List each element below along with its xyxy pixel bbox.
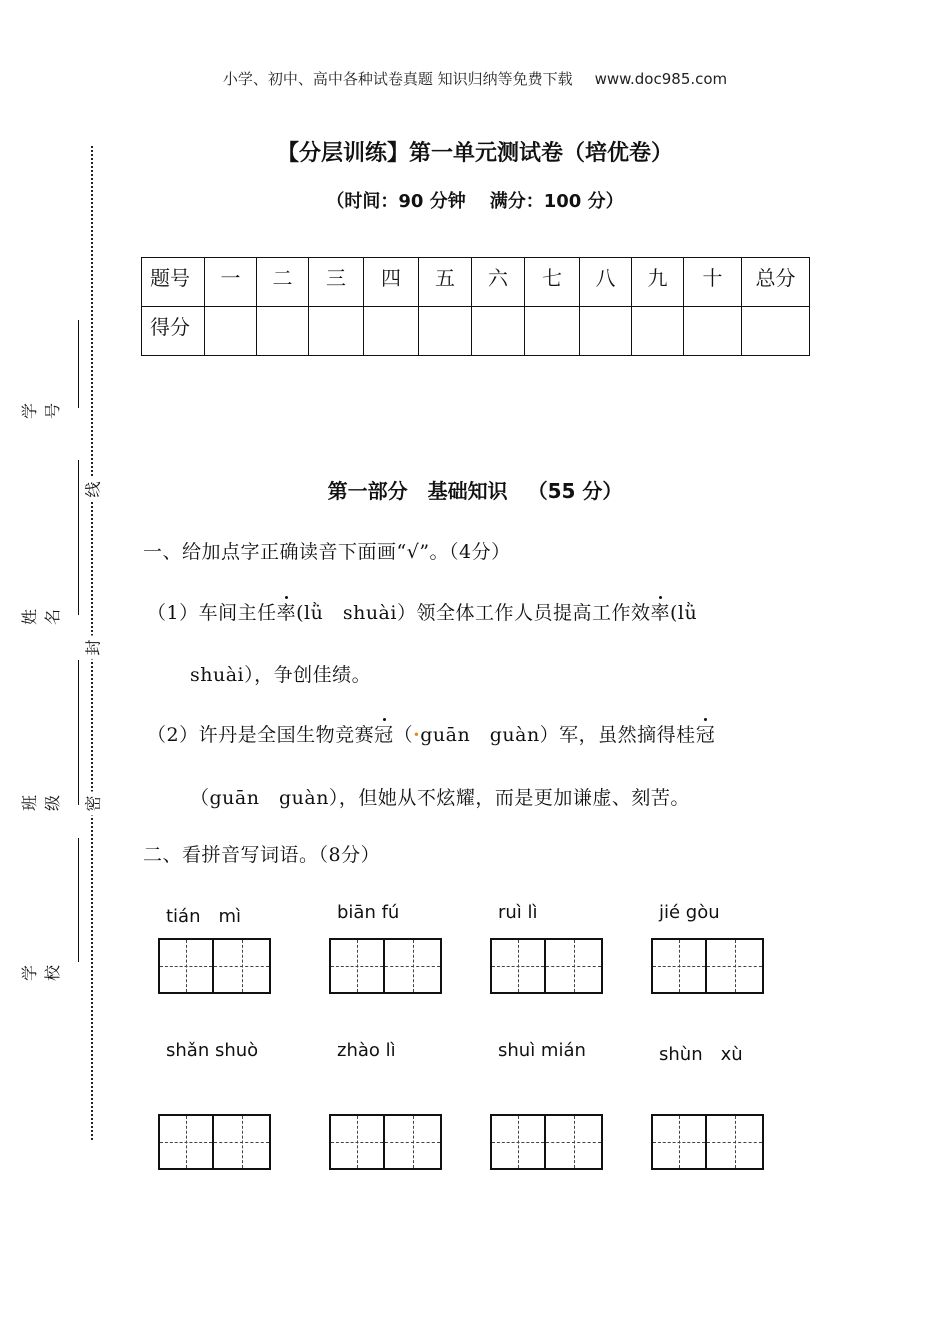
score-col-header: 三	[309, 258, 364, 307]
writing-cell[interactable]	[707, 1114, 764, 1170]
score-cell[interactable]	[419, 307, 472, 356]
exam-time: （时间：90 分钟	[326, 191, 466, 212]
student-number-label: 学号	[20, 403, 62, 420]
writing-cell[interactable]	[385, 938, 442, 994]
pinyin-label: zhào lì	[337, 1040, 396, 1061]
score-col-header: 一	[205, 258, 257, 307]
writing-cell[interactable]	[490, 1114, 546, 1170]
score-col-header: 八	[580, 258, 632, 307]
writing-cell[interactable]	[214, 938, 271, 994]
score-col-header: 总分	[742, 258, 810, 307]
header-note: 小学、初中、高中各种试卷真题 知识归纳等免费下载	[222, 70, 573, 88]
writing-cell[interactable]	[329, 938, 385, 994]
score-cell[interactable]	[205, 307, 257, 356]
score-cell[interactable]	[742, 307, 810, 356]
score-col-header: 七	[525, 258, 580, 307]
part-title	[0, 475, 950, 504]
score-col-header: 九	[632, 258, 684, 307]
writing-cell[interactable]	[329, 1114, 385, 1170]
student-school-label: 学校	[20, 965, 62, 982]
part-label: 第一部分	[327, 479, 408, 503]
header-url[interactable]: www.doc985.com	[594, 70, 728, 88]
seal-char-seal: 封	[81, 636, 104, 660]
pinyin-label: shuì mián	[498, 1040, 586, 1061]
score-table	[141, 257, 810, 356]
score-col-header: 五	[419, 258, 472, 307]
pinyin-label: ruì lì	[498, 902, 538, 923]
score-header-row	[142, 258, 810, 307]
score-cell[interactable]	[525, 307, 580, 356]
dotted-char: 率	[650, 602, 670, 624]
score-col-header: 六	[472, 258, 525, 307]
part-name: 基础知识	[427, 479, 508, 503]
score-entry-row	[142, 307, 810, 356]
dotted-char: 冠	[374, 724, 394, 746]
score-col-header: 十	[684, 258, 742, 307]
part-points: （55 分）	[527, 479, 623, 503]
writing-cell[interactable]	[651, 938, 707, 994]
question-1-sentence-1: （1）车间主任率(lǜ shuài）领全体工作人员提高工作效率(lǜ	[147, 602, 698, 624]
writing-grid[interactable]	[490, 1114, 603, 1170]
student-number-blank[interactable]	[78, 320, 79, 408]
dotted-char: 率	[276, 602, 297, 624]
question-1-sentence-1-cont: shuài），争创佳绩。	[190, 664, 372, 686]
pinyin-label: shùn xù	[659, 1044, 743, 1065]
writing-cell[interactable]	[214, 1114, 271, 1170]
writing-cell[interactable]	[651, 1114, 707, 1170]
score-cell[interactable]	[632, 307, 684, 356]
writing-cell[interactable]	[158, 938, 214, 994]
score-row-label: 得分	[142, 307, 205, 356]
writing-cell[interactable]	[546, 1114, 603, 1170]
question-1-heading: 一、给加点字正确读音下面画“√”。（4分）	[143, 541, 511, 563]
writing-grid[interactable]	[651, 1114, 764, 1170]
score-row-label: 题号	[142, 258, 205, 307]
writing-cell[interactable]	[490, 938, 546, 994]
seal-char-line: 线	[81, 478, 104, 502]
pinyin-label: biān fú	[337, 902, 400, 923]
writing-grid[interactable]	[651, 938, 764, 994]
exam-full-score: 满分：100 分）	[489, 191, 624, 212]
score-cell[interactable]	[580, 307, 632, 356]
orange-mark: ·	[413, 724, 421, 746]
question-2-heading: 二、看拼音写词语。（8分）	[143, 844, 381, 866]
seal-char-secret: 密	[81, 792, 104, 816]
exam-subtitle	[0, 187, 950, 213]
pinyin-label: tián mì	[166, 906, 242, 927]
writing-grid[interactable]	[329, 938, 442, 994]
page-header	[0, 68, 950, 89]
score-col-header: 四	[364, 258, 419, 307]
score-cell[interactable]	[684, 307, 742, 356]
writing-grid[interactable]	[329, 1114, 442, 1170]
writing-grid[interactable]	[158, 1114, 271, 1170]
score-cell[interactable]	[472, 307, 525, 356]
score-cell[interactable]	[364, 307, 419, 356]
writing-cell[interactable]	[385, 1114, 442, 1170]
score-cell[interactable]	[257, 307, 309, 356]
writing-cell[interactable]	[546, 938, 603, 994]
pinyin-label: jié gòu	[659, 902, 720, 923]
student-class-blank[interactable]	[78, 660, 79, 805]
writing-grid[interactable]	[158, 938, 271, 994]
writing-grid[interactable]	[490, 938, 603, 994]
score-col-header: 二	[257, 258, 309, 307]
student-school-blank[interactable]	[78, 838, 79, 962]
student-class-label: 班级	[20, 795, 62, 812]
dotted-char: 冠	[695, 724, 716, 746]
score-cell[interactable]	[309, 307, 364, 356]
student-name-label: 姓名	[20, 609, 62, 626]
exam-title: 【分层训练】第一单元测试卷（培优卷）	[276, 141, 673, 166]
pinyin-label: shǎn shuò	[166, 1040, 259, 1061]
writing-cell[interactable]	[707, 938, 764, 994]
question-1-sentence-2-cont: （guān guàn），但她从不炫耀，而是更加谦虚、刻苦。	[190, 787, 690, 809]
question-1-sentence-2: （2）许丹是全国生物竞赛冠（·guān guàn）军，虽然摘得桂冠	[147, 724, 716, 746]
writing-cell[interactable]	[158, 1114, 214, 1170]
